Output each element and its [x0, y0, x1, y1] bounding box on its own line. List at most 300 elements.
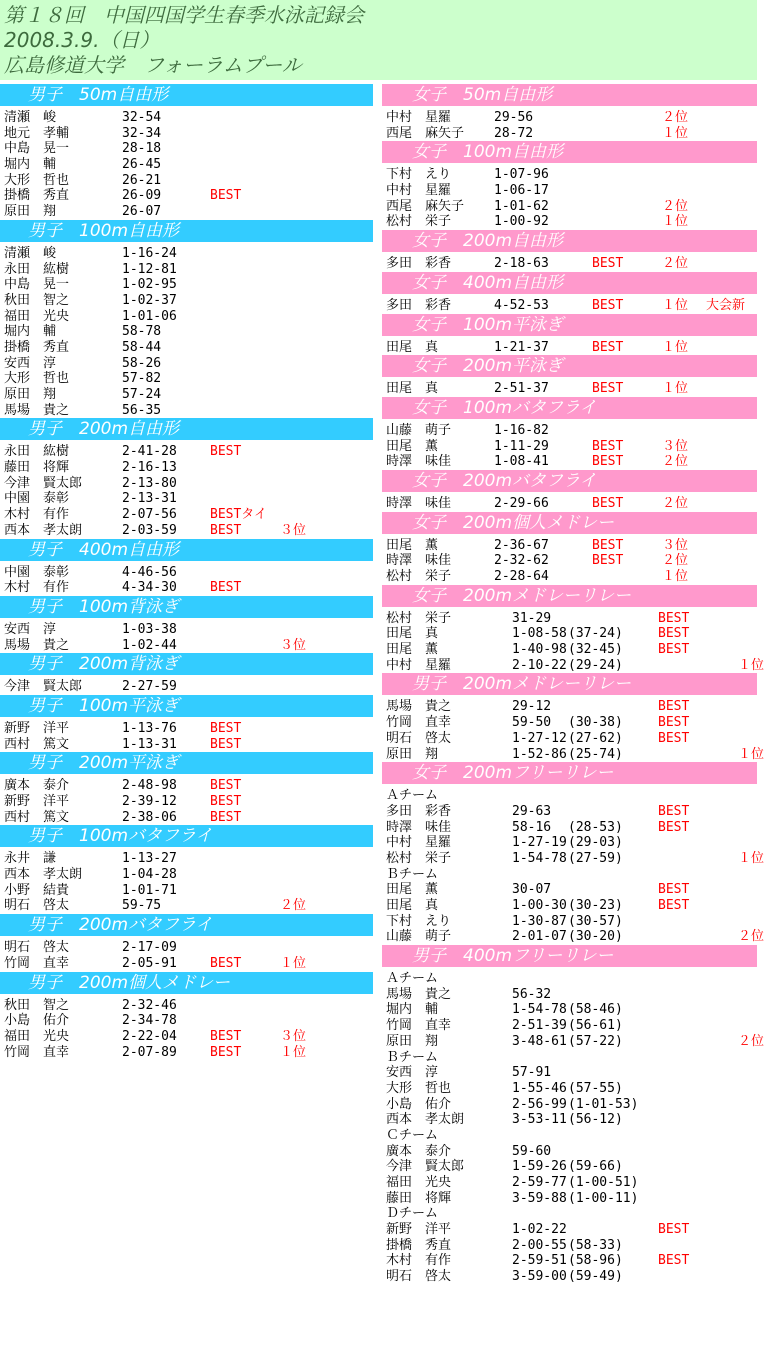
swim-time: 1-27-12 [512, 730, 567, 746]
result-row [382, 914, 757, 930]
rank-mark: ２位 [738, 929, 764, 945]
swim-time: 1-40-98 [512, 642, 567, 658]
result-row [0, 141, 373, 157]
result-row [0, 340, 373, 356]
swimmer-name: 中村 星羅 [386, 183, 452, 199]
swimmer-name: 松村 栄子 [386, 610, 452, 626]
result-row [382, 298, 757, 314]
result-row [382, 804, 757, 820]
swim-time: 59-75 [122, 898, 162, 914]
team-label-row [382, 971, 757, 987]
swimmer-name: 小野 結貴 [4, 882, 70, 898]
event-title: 男子 100m平泳ぎ [0, 695, 373, 717]
event-title: 男子 50m自由形 [0, 84, 373, 106]
event-block [0, 972, 373, 1061]
rank-mark: １位 [738, 657, 764, 673]
rank-mark: １位 [662, 125, 689, 141]
swim-time: 2-56-99 [512, 1096, 567, 1112]
meet-title: 第１８回 中国四国学生春季水泳記録会 [4, 3, 364, 27]
swimmer-name: 竹岡 直幸 [4, 1044, 70, 1060]
split-time: (1-00-51) [568, 1175, 639, 1190]
rank-mark: ３位 [280, 522, 307, 538]
swimmer-name: 中園 泰彰 [4, 491, 70, 507]
swimmer-name: 西本 孝太朗 [4, 522, 83, 538]
swimmer-name: 小島 佑介 [386, 1096, 452, 1112]
event-title: 女子 200mフリーリレー [382, 762, 757, 784]
result-row [382, 715, 757, 731]
best-mark: BEST [658, 699, 690, 715]
result-row [0, 110, 373, 126]
result-row [0, 371, 373, 387]
swimmer-name: 秋田 智之 [4, 997, 70, 1013]
swim-time: 59-50 [512, 715, 552, 731]
team-label-row [382, 867, 757, 883]
swimmer-name: 西尾 麻矢子 [386, 198, 465, 214]
best-mark: BEST [658, 882, 690, 898]
swim-time: 26-09 [122, 188, 162, 204]
split-time: (30-57) [568, 913, 623, 929]
swimmer-name: 馬場 貴之 [4, 637, 70, 653]
swim-time: 1-13-27 [122, 851, 177, 867]
result-row [0, 1029, 373, 1045]
swimmer-name: 馬場 貴之 [386, 986, 452, 1002]
swim-time: 1-08-58 [512, 626, 567, 642]
swim-time: 1-02-37 [122, 292, 177, 308]
swim-time: 2-59-51 [512, 1253, 567, 1269]
swim-time: 1-30-87 [512, 913, 567, 929]
swim-time: 2-01-07 [512, 929, 567, 945]
swimmer-name: 西村 篤文 [4, 736, 70, 752]
best-mark: BEST [210, 720, 242, 736]
swim-time: 2-32-62 [494, 553, 549, 569]
event-block [382, 470, 757, 512]
result-row [382, 835, 757, 851]
best-mark: BEST [210, 580, 242, 596]
swim-time: 2-34-78 [122, 1013, 177, 1029]
swim-time: 2-16-13 [122, 460, 177, 476]
best-mark: BEST [658, 730, 690, 746]
best-mark: BEST [658, 642, 690, 658]
result-row [382, 569, 757, 585]
swimmer-name: 西本 孝太朗 [4, 867, 83, 883]
event-block [382, 84, 757, 141]
result-row [382, 699, 757, 715]
swimmer-name: 馬場 貴之 [4, 402, 70, 418]
swimmer-name: 藤田 将輝 [386, 1190, 452, 1206]
swimmer-name: 木村 有作 [386, 1253, 452, 1269]
swimmer-name: 下村 えり [386, 913, 452, 929]
swim-time: 58-26 [122, 355, 162, 371]
event-block [382, 314, 757, 356]
split-time: (25-74) [568, 746, 623, 762]
event-block [382, 762, 764, 945]
best-mark: BEST [658, 803, 690, 819]
swim-time: 2-17-09 [122, 940, 177, 956]
team-label: Ｂチーム [386, 1049, 439, 1065]
best-mark: BEST [210, 736, 242, 752]
best-mark: BEST [592, 537, 624, 553]
swimmer-name: 永田 紘樹 [4, 261, 70, 277]
swim-time: 1-52-86 [512, 746, 567, 762]
event-title: 男子 200mバタフライ [0, 914, 373, 936]
swim-time: 1-03-38 [122, 621, 177, 637]
result-row [382, 820, 757, 836]
result-row [382, 987, 757, 1003]
swim-time: 3-53-11 [512, 1112, 567, 1128]
result-row [382, 340, 757, 356]
swimmer-name: 中島 晃一 [4, 141, 70, 157]
rank-mark: １位 [280, 1044, 307, 1060]
swimmer-name: 原田 翔 [386, 1033, 439, 1049]
event-title: 女子 200m個人メドレー [382, 512, 757, 534]
split-time: (59-49) [568, 1269, 623, 1285]
result-row [0, 523, 373, 539]
rank-mark: １位 [738, 746, 764, 762]
swimmer-name: 原田 翔 [4, 387, 57, 402]
swimmer-name: 新野 洋平 [386, 1222, 452, 1238]
swimmer-name: 田尾 真 [386, 898, 439, 913]
split-time: (29-03) [568, 835, 623, 851]
event-title: 男子 200m自由形 [0, 418, 373, 440]
best-mark: BEST [592, 454, 624, 470]
result-row [0, 476, 373, 492]
split-time: (57-22) [568, 1033, 623, 1049]
swim-time: 2-28-64 [494, 569, 549, 584]
swimmer-name: 田尾 薫 [386, 438, 439, 454]
result-row [0, 737, 373, 753]
result-row [382, 642, 757, 658]
event-block [0, 825, 373, 914]
result-row [0, 794, 373, 810]
swimmer-name: 中園 泰彰 [4, 564, 70, 580]
event-block [382, 355, 757, 397]
rank-mark: ２位 [662, 110, 689, 125]
split-time: (56-61) [568, 1018, 623, 1034]
result-row [382, 611, 757, 627]
result-row [382, 1081, 757, 1097]
swimmer-name: 秋田 智之 [4, 292, 70, 308]
event-block [382, 141, 757, 230]
swim-time: 2-07-89 [122, 1044, 177, 1060]
team-label: Ａチーム [386, 788, 439, 804]
event-title: 男子 200m背泳ぎ [0, 653, 373, 675]
result-row [0, 638, 373, 654]
swimmer-name: 中村 星羅 [386, 657, 452, 673]
swim-time: 4-34-30 [122, 580, 177, 596]
team-label: Ｂチーム [386, 866, 439, 882]
swim-time: 2-29-66 [494, 495, 549, 511]
result-row [382, 1191, 757, 1207]
rank-mark: １位 [662, 214, 689, 230]
swim-time: 1-06-17 [494, 183, 549, 199]
result-row [382, 1065, 757, 1081]
result-row [0, 356, 373, 372]
swimmer-name: 福田 光央 [4, 1028, 70, 1044]
best-mark: BEST [592, 339, 624, 355]
event-block [0, 596, 373, 653]
split-time: (56-12) [568, 1112, 623, 1128]
swimmer-name: 清瀬 峻 [4, 245, 57, 261]
swim-time: 2-51-37 [494, 381, 549, 397]
swimmer-name: 掛橋 秀直 [4, 188, 70, 204]
event-title: 女子 100m自由形 [382, 141, 757, 163]
rank-mark: ２位 [662, 256, 689, 272]
swim-time: 1-01-71 [122, 882, 177, 898]
swimmer-name: 田尾 真 [386, 626, 439, 642]
result-row [382, 1112, 757, 1128]
swim-time: 30-07 [512, 882, 552, 898]
swim-time: 2-32-46 [122, 997, 177, 1013]
split-time: (59-66) [568, 1159, 623, 1175]
event-title: 男子 100m自由形 [0, 220, 373, 242]
result-row [0, 309, 373, 325]
result-row [382, 381, 757, 397]
swim-time: 2-13-31 [122, 491, 177, 507]
swim-time: 28-72 [494, 125, 534, 141]
swimmer-name: 明石 啓太 [386, 730, 452, 746]
split-time: (58-33) [568, 1237, 623, 1253]
result-row [0, 157, 373, 173]
swim-time: 1-02-95 [122, 277, 177, 293]
swimmer-name: 今津 賢太郎 [4, 475, 83, 491]
best-mark: BEST [210, 778, 242, 794]
event-block [382, 272, 757, 314]
result-row [382, 1018, 757, 1034]
swim-time: 2-07-56 [122, 507, 177, 523]
swim-time: 1-21-37 [494, 339, 549, 355]
swim-time: 1-27-19 [512, 835, 567, 851]
result-row [0, 444, 373, 460]
split-time: (28-53) [568, 819, 623, 835]
swim-time: 28-18 [122, 141, 162, 157]
swim-time: 26-21 [122, 172, 162, 188]
swimmer-name: 大形 哲也 [386, 1080, 452, 1096]
swimmer-name: 地元 孝輔 [4, 125, 70, 141]
swimmer-name: 新野 洋平 [4, 720, 70, 736]
swimmer-name: 堀内 輔 [386, 1002, 439, 1018]
result-row [382, 1175, 757, 1191]
best-mark: BEST [658, 610, 690, 626]
swim-time: 31-29 [512, 610, 552, 626]
best-mark: BEST [592, 438, 624, 454]
result-row [0, 721, 373, 737]
swim-time: 1-02-44 [122, 637, 177, 653]
best-mark: BEST [210, 809, 242, 825]
event-title: 女子 400m自由形 [382, 272, 757, 294]
swimmer-name: 竹岡 直幸 [386, 1018, 452, 1034]
swimmer-name: 廣本 泰介 [4, 778, 70, 794]
best-mark: BEST [592, 297, 624, 313]
swim-time: 1-13-31 [122, 736, 177, 752]
swimmer-name: 原田 翔 [386, 746, 439, 762]
split-time: (32-45) [568, 642, 623, 658]
swimmer-name: 田尾 薫 [386, 642, 439, 658]
split-time: (1-00-11) [568, 1190, 639, 1206]
swimmer-name: 西本 孝太朗 [386, 1112, 465, 1128]
result-row [0, 1045, 373, 1061]
swimmer-name: 西尾 麻矢子 [386, 125, 465, 141]
result-row [382, 199, 757, 215]
event-block [382, 945, 764, 1285]
men-results-column [0, 84, 373, 1060]
swim-time: 1-01-06 [122, 308, 177, 324]
result-row [382, 626, 757, 642]
swimmer-name: 廣本 泰介 [386, 1143, 452, 1159]
swimmer-name: 田尾 薫 [386, 882, 439, 898]
swimmer-name: 堀内 輔 [4, 324, 57, 340]
swim-time: 1-04-28 [122, 867, 177, 883]
result-row [0, 204, 373, 220]
result-row [382, 110, 757, 126]
swimmer-name: 大形 哲也 [4, 371, 70, 387]
team-label-row [382, 1050, 757, 1066]
result-row [382, 1222, 757, 1238]
swimmer-name: 田尾 薫 [386, 537, 439, 553]
swim-time: 3-59-88 [512, 1190, 567, 1206]
result-row [0, 940, 373, 956]
rank-mark: １位 [662, 297, 689, 313]
best-mark: BEST [658, 819, 690, 835]
swim-time: 4-46-56 [122, 564, 177, 580]
event-block [382, 673, 764, 762]
best-mark: BEST [658, 626, 690, 642]
swimmer-name: 多田 彩香 [386, 256, 452, 272]
swim-time: 29-12 [512, 699, 552, 715]
best-mark: BEST [658, 1253, 690, 1269]
result-row [0, 188, 373, 204]
rank-mark: ２位 [662, 553, 689, 569]
swim-time: 26-45 [122, 157, 162, 173]
event-title: 女子 200m平泳ぎ [382, 355, 757, 377]
best-mark: BEST [210, 955, 242, 971]
best-mark: BEST [592, 381, 624, 397]
result-row [382, 1097, 757, 1113]
team-label-row [382, 1128, 757, 1144]
result-row [0, 622, 373, 638]
event-block [382, 230, 757, 272]
rank-mark: １位 [738, 850, 764, 866]
result-row [0, 491, 373, 507]
rank-mark: ３位 [280, 1028, 307, 1044]
swim-time: 2-36-67 [494, 537, 549, 553]
swimmer-name: 中村 星羅 [386, 835, 452, 851]
result-row [0, 324, 373, 340]
rank-mark: ３位 [280, 637, 307, 653]
best-mark: BEST [592, 553, 624, 569]
result-row [0, 403, 373, 419]
rank-mark: ２位 [280, 898, 307, 914]
best-mark: BEST [592, 495, 624, 511]
result-row [0, 565, 373, 581]
result-row [382, 454, 757, 470]
swimmer-name: 山藤 萌子 [386, 929, 452, 945]
result-row [0, 262, 373, 278]
result-row [0, 998, 373, 1014]
result-row [382, 882, 757, 898]
swimmer-name: 竹岡 直幸 [4, 955, 70, 971]
swimmer-name: 福田 光央 [4, 308, 70, 324]
best-mark: BEST [658, 898, 690, 913]
split-time: (29-24) [568, 657, 623, 673]
swim-time: 56-35 [122, 402, 162, 418]
split-time: (30-38) [568, 715, 623, 731]
event-block [0, 752, 373, 825]
swimmer-name: 清瀬 峻 [4, 110, 57, 125]
swim-time: 32-34 [122, 125, 162, 141]
swimmer-name: 下村 えり [386, 167, 452, 183]
result-row [0, 507, 373, 523]
swim-time: 58-78 [122, 324, 162, 340]
swim-time: 29-56 [494, 110, 534, 125]
result-row [0, 679, 373, 695]
best-mark: BEST [210, 444, 242, 460]
swim-time: 57-91 [512, 1065, 552, 1081]
event-title: 女子 50m自由形 [382, 84, 757, 106]
result-row [382, 183, 757, 199]
split-time: (30-20) [568, 929, 623, 945]
relay-and-women-results-column [382, 84, 764, 1285]
result-row [382, 1159, 757, 1175]
swim-time: 2-27-59 [122, 679, 177, 695]
split-time: (37-24) [568, 626, 623, 642]
swim-time: 2-18-63 [494, 256, 549, 272]
swimmer-name: 多田 彩香 [386, 297, 452, 313]
swimmer-name: 明石 啓太 [4, 940, 70, 956]
swimmer-name: 山藤 萌子 [386, 422, 452, 438]
swim-time: 2-59-77 [512, 1175, 567, 1190]
result-row [382, 538, 757, 554]
swimmer-name: 西村 篤文 [4, 809, 70, 825]
event-block [0, 695, 373, 752]
result-row [0, 277, 373, 293]
swim-time: 57-24 [122, 387, 162, 402]
best-mark: BEST [210, 794, 242, 809]
swimmer-name: 時澤 味佳 [386, 454, 452, 470]
split-time: (58-96) [568, 1253, 623, 1269]
result-row [0, 173, 373, 189]
event-title: 女子 200mメドレーリレー [382, 585, 757, 607]
meet-venue: 広島修道大学 フォーラムプール [4, 53, 302, 77]
swimmer-name: 安西 淳 [4, 355, 57, 371]
team-label-row [382, 788, 757, 804]
swim-time: 1-00-30 [512, 898, 567, 913]
swimmer-name: 明石 啓太 [386, 1269, 452, 1285]
rank-mark: ３位 [662, 537, 689, 553]
swimmer-name: 掛橋 秀直 [4, 339, 70, 355]
swim-time: 4-52-53 [494, 297, 549, 313]
swim-time: 1-54-78 [512, 1002, 567, 1018]
result-row [0, 778, 373, 794]
result-row [0, 1013, 373, 1029]
result-row [382, 214, 757, 230]
result-row [382, 898, 757, 914]
rank-mark: １位 [662, 381, 689, 397]
rank-mark: ２位 [738, 1033, 764, 1049]
result-row [382, 1144, 757, 1160]
page-header [0, 0, 757, 80]
swimmer-name: 永井 謙 [4, 851, 57, 867]
result-row [382, 1033, 764, 1050]
swim-time: 57-82 [122, 371, 162, 387]
swim-time: 2-22-04 [122, 1028, 177, 1044]
result-row [0, 883, 373, 899]
result-row [382, 1002, 757, 1018]
result-row [382, 256, 757, 272]
swim-time: 1-16-24 [122, 245, 177, 261]
result-row [382, 1238, 757, 1254]
event-block [0, 220, 373, 419]
swimmer-name: 新野 洋平 [4, 794, 70, 809]
